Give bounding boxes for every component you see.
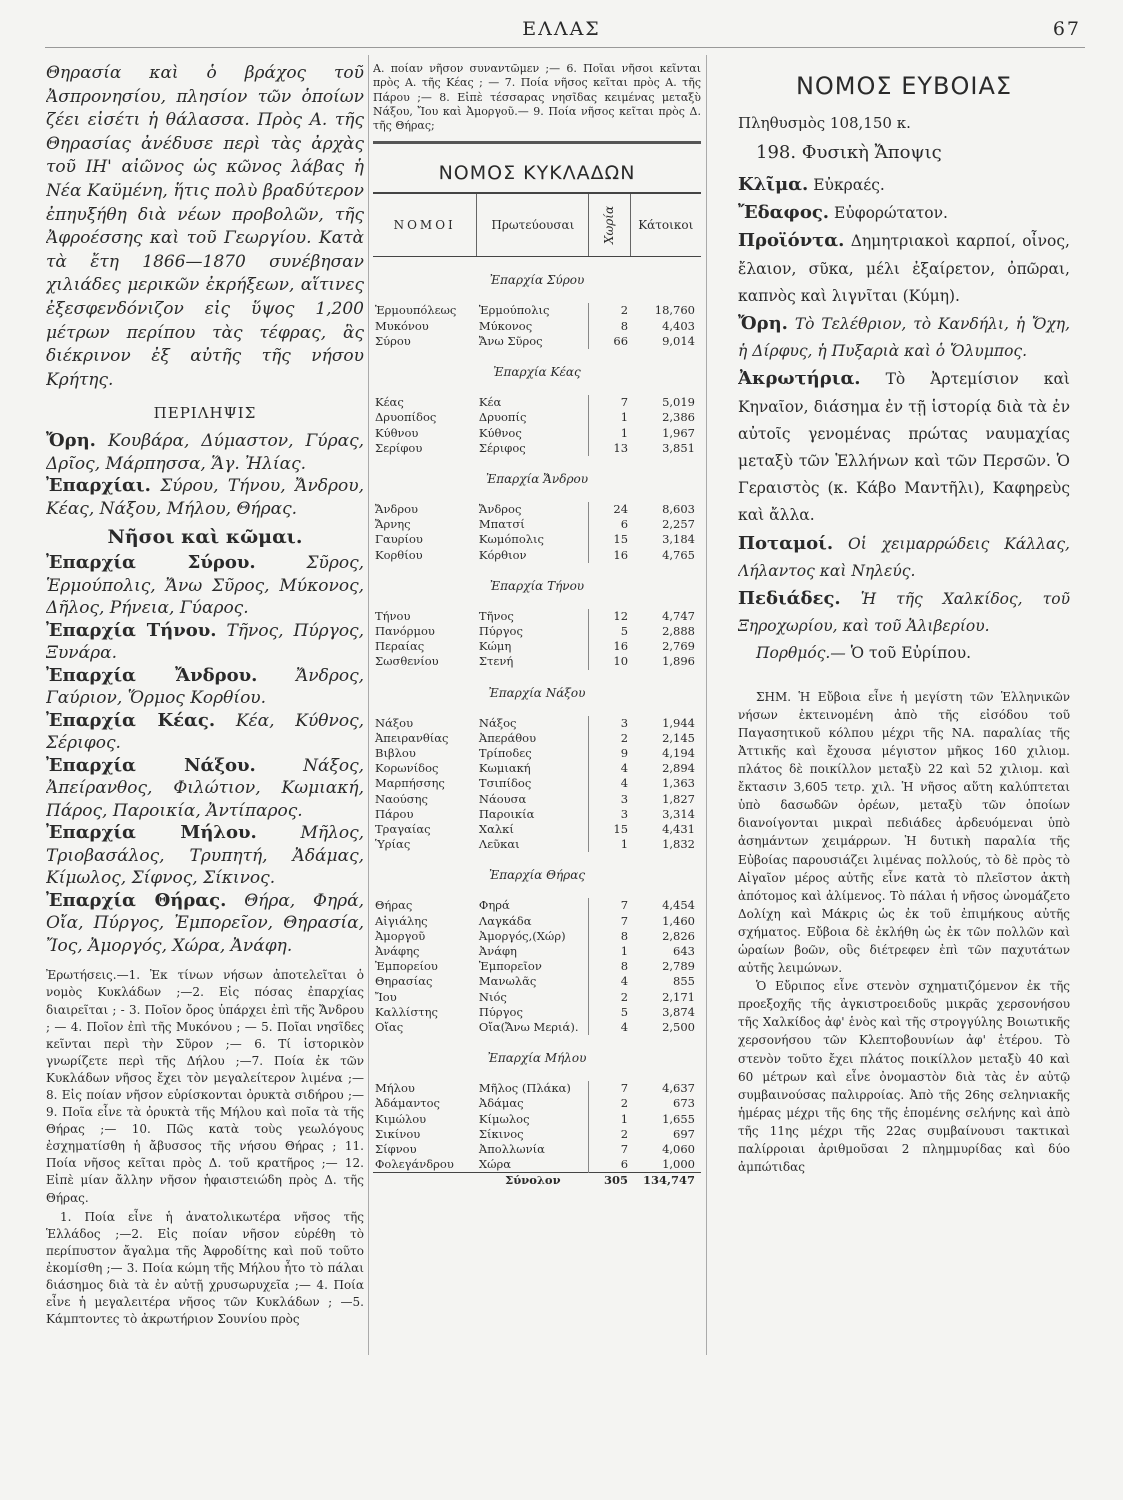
entry-term: Ποταμοί. (738, 532, 834, 554)
cell-capital: Κέα (477, 395, 589, 410)
table-row (373, 502, 701, 517)
entry-body: Εὐκραές. (813, 176, 885, 194)
column-divider (368, 55, 369, 1355)
cell-demos: Αἰγιάλης (375, 913, 428, 928)
table-row (373, 1020, 701, 1035)
cell-villages: 16 (613, 639, 629, 654)
cell-demos: Κέας (375, 395, 404, 410)
section-physical: 198. Φυσικὴ Ἄποψις (756, 142, 942, 163)
entry-term: Ἔδαφος. (738, 202, 830, 224)
cell-population: 3,314 (662, 806, 695, 821)
cell-capital: Λεῦκαι (477, 837, 589, 852)
table-row (373, 303, 701, 318)
cell-demos: Βιβλου (375, 745, 416, 760)
cell-demos: Κιμώλου (375, 1111, 427, 1126)
entry-term: Προϊόντα. (738, 230, 845, 252)
entry-provinces (46, 475, 364, 520)
cell-population: 1,827 (662, 791, 695, 806)
cell-demos: Σωσθενίου (375, 654, 439, 669)
province-row (373, 349, 701, 395)
total-population: 134,747 (630, 1173, 701, 1189)
cell-villages: 1 (620, 837, 629, 852)
table-row (373, 654, 701, 669)
table-row (373, 944, 701, 959)
cell-demos: Θήρας (375, 898, 413, 913)
questions-top: Α. ποίαν νῆσον συναντῶμεν ;— 6. Ποῖαι νῆσοι κεῖνται πρὸς Α. τῆς Κέας ; — 7. Ποία νῆσος κεῖται πρὸς Α. τῆς Πάρου ;— 8. Εἰπὲ τέσσαρας νησῖδας κειμένας μεταξὺ Νάξου, Ἴου καὶ Ἀμοργοῦ.— 9. Ποία νῆσος κεῖται πρὸς Δ. τῆς Θήρας; (373, 62, 701, 133)
table-row (373, 990, 701, 1005)
table-row (373, 1157, 701, 1173)
cell-capital: Χαλκί (477, 822, 589, 837)
cell-demos: Σύρου (375, 333, 411, 348)
cell-capital: Ἀπολλωνία (477, 1142, 589, 1157)
cell-capital: Ἀμοργός,(Χώρ) (477, 929, 589, 944)
table-row (373, 792, 701, 807)
province-row (373, 563, 701, 609)
cell-capital: Κώμη (477, 639, 589, 654)
cell-demos: Πανόρμου (375, 623, 435, 638)
province-name: Ἐπαρχία Νάξου (488, 685, 586, 700)
entry-body: Ἄνδρος, Γαύριον, Ὅρμος Κορθίου. (46, 665, 364, 709)
cell-demos: Σικίνου (375, 1126, 421, 1141)
cell-demos: Οἴας (375, 1019, 404, 1034)
cell-population: 2,826 (662, 928, 695, 943)
cell-demos: Ἄρνης (375, 517, 411, 532)
cell-demos: Μυκόνου (375, 318, 429, 333)
entry-term: Κλῖμα. (738, 174, 809, 195)
islands-heading: Νῆσοι καὶ κῶμαι. (107, 526, 303, 549)
table-row (373, 898, 701, 913)
cell-villages: 4 (620, 761, 629, 776)
header-capitals: Πρωτεύουσαι (477, 193, 589, 257)
cell-demos: Ἀνάφης (375, 943, 420, 958)
cell-villages: 10 (613, 654, 629, 669)
cell-villages: 5 (620, 1004, 629, 1019)
cell-population: 1,000 (662, 1157, 695, 1172)
province-row (373, 257, 701, 304)
cell-capital: Ἄνδρος (477, 502, 589, 517)
cell-capital: Φηρά (477, 898, 589, 913)
header-population: Κάτοικοι (630, 193, 701, 257)
total-spacer (373, 1173, 477, 1189)
cell-villages: 12 (613, 608, 629, 623)
entry-term: Ἐπαρχία Ἄνδρου. (46, 664, 258, 686)
entry-climate (738, 171, 1070, 199)
cell-capital: Μπατσί (477, 517, 589, 532)
cell-capital: Μῆλος (Πλάκα) (477, 1081, 589, 1096)
province-row (373, 670, 701, 716)
cell-villages: 2 (620, 730, 629, 745)
cell-demos: Κορθίου (375, 547, 423, 562)
cell-capital: Ἑρμούπολις (477, 303, 589, 318)
cell-capital: Κύθνος (477, 426, 589, 441)
cell-villages: 1 (620, 1111, 629, 1126)
santorini-intro: Θηρασία καὶ ὁ βράχος τοῦ Ἀσπρονησίου, πλησίον τῶν ὁποίων ζέει εἰσέτι ἡ θάλασσα. Πρὸς Α. τῆς Θηρασίας ἀνέδυσε περὶ τὰς ἀρχὰς τοῦ ΙΗ' αἰῶνος ὡς κῶνος λάβας ἡ Νέα Καϋμένη, ἥτις πολὺ βραδύτερον ἐπηυξήθη διὰ νέων προβολῶν, τῆς Ἀφροέσσης καὶ τοῦ Γεωργίου. Κατὰ τὰ ἔτη 1866—1870 συνέβησαν χιλιάδες μερικῶν ἐκρήξεων, αἵτινες ἐξεσφενδόνιζον εἰς ὕψος 1,200 μέτρων περίπου τὰς τέφρας, ἃς διέκρινον ἐξ αὐτῆς τῆς νήσου Κρήτης. (46, 63, 364, 390)
cell-demos: Νάξου (375, 715, 414, 730)
cell-demos: Πάρου (375, 806, 414, 821)
table-row (373, 517, 701, 532)
cell-population: 1,363 (662, 776, 695, 791)
cell-capital: Σέριφος (477, 441, 589, 456)
entry-body: Εὐφορώτατον. (834, 204, 948, 223)
questions (46, 967, 364, 1206)
cell-population: 1,967 (662, 425, 695, 440)
total-label: Σύνολον (477, 1173, 589, 1189)
cell-demos: Ὑρίας (375, 837, 411, 852)
cell-villages: 9 (620, 745, 629, 760)
total-villages: 305 (589, 1173, 630, 1189)
cell-demos: Ἑρμουπόλεως (375, 303, 457, 318)
cell-population: 1,832 (662, 837, 695, 852)
cell-population: 855 (673, 974, 695, 989)
total-row (373, 1173, 701, 1189)
euboea-population: Πληθυσμὸς 108,150 κ. (738, 114, 911, 132)
cell-population: 2,894 (662, 761, 695, 776)
entry-body: Ὁ τοῦ Εὐρίπου. (850, 644, 972, 663)
cell-capital: Κωμόπολις (477, 532, 589, 547)
table-row (373, 426, 701, 441)
cell-population: 3,184 (662, 532, 695, 547)
table-row (373, 334, 701, 349)
province-row (373, 456, 701, 502)
entry-body: Νάξος, Ἀπείρανθος, Φιλώτιον, Κωμιακή, Πάρος, Παροικία, Ἀντίπαρος. (46, 755, 364, 821)
cyclades-table-title: ΝΟΜΟΣ ΚΥΚΛΑΔΩΝ (438, 162, 636, 185)
table-row (373, 639, 701, 654)
cell-capital: Ἀδάμας (477, 1096, 589, 1111)
cell-capital: Δρυοπίς (477, 410, 589, 425)
questions-continued: 1. Ποία εἶνε ἡ ἀνατολικωτέρα νῆσος τῆς Ἑλλάδος ;—2. Εἰς ποίαν νῆσον εὑρέθη τὸ περίπυστον ἄγαλμα τῆς Ἀφροδίτης καὶ ποῦ τοῦτο ἐκομίσθη ;— 3. Ποία κώμη τῆς Μήλου ἦτο τὸ πάλαι διάσημος διὰ τὰ ἐν αὐτῇ χρυσωρυχεῖα ;— 4. Ποία εἶνε ἡ μεγαλειτέρα νῆσος τῶν Κυκλάδων ; —5. Κάμπτοντες τὸ ἀκρωτήριον Σουνίου πρὸς (46, 1209, 364, 1327)
cell-capital: Ἀνάφη (477, 944, 589, 959)
entry-term: Πορθμός.— (756, 644, 846, 663)
entry-rivers (738, 530, 1070, 585)
entry-andros (46, 665, 364, 710)
province-row (373, 1035, 701, 1081)
cell-population: 2,171 (662, 989, 695, 1004)
cell-villages: 3 (620, 791, 629, 806)
cell-population: 673 (673, 1096, 695, 1111)
cell-population: 5,019 (662, 395, 695, 410)
table-row (373, 609, 701, 624)
cell-population: 1,896 (662, 654, 695, 669)
cell-capital: Χώρα (477, 1157, 589, 1173)
province-name: Ἐπαρχία Κέας (493, 365, 581, 380)
entry-body: Κουβάρα, Δύμαστον, Γύρας, Δρῖος, Μάρπησσα, Ἅγ. Ἠλίας. (46, 431, 364, 474)
table-row (373, 1112, 701, 1127)
entry-term: Ἐπαρχία Νάξου. (46, 754, 256, 776)
cell-capital: Παροικία (477, 807, 589, 822)
cell-population: 643 (673, 943, 695, 958)
entry-body: Θήρα, Φηρά, Οἴα, Πύργος, Ἐμπορεῖον, Θηρασία, Ἴος, Ἀμοργός, Χώρα, Ἀνάφη. (46, 890, 364, 956)
entry-products (738, 227, 1070, 310)
cell-capital: Σίκινος (477, 1127, 589, 1142)
entry-keas (46, 710, 364, 755)
cell-villages: 16 (613, 547, 629, 562)
cell-capital: Τσιπίδος (477, 776, 589, 791)
cell-villages: 3 (620, 715, 629, 730)
table-row (373, 410, 701, 425)
table-body (373, 257, 701, 1189)
entry-term: Πεδιάδες. (738, 588, 841, 610)
cell-population: 3,851 (662, 440, 695, 455)
cell-demos: Ναούσης (375, 791, 428, 806)
cell-population: 4,194 (662, 745, 695, 760)
cell-demos: Σίφνου (375, 1142, 417, 1156)
table-row (373, 807, 701, 822)
questions-lead: Ἐρωτήσεις. (46, 968, 117, 983)
cell-villages: 66 (613, 333, 629, 348)
cell-villages: 1 (620, 410, 629, 425)
province-name: Ἐπαρχία Μήλου (487, 1051, 587, 1066)
entry-body: Τὸ Ἀρτεμίσιον καὶ Κηναῖον, διάσημα ἐν τῇ ἱστορίᾳ διὰ τὰ ἐν αὐτοῖς γενομένας πρώτας ναυμαχίας μεταξὺ τῶν Ἑλλήνων καὶ τῶν Περσῶν. Ὁ Γεραιστὸς (κ. Κάβο Μαντῆλι), Καφηρεὺς καὶ ἄλλα. (738, 370, 1070, 525)
entry-term: Ὄρη. (46, 430, 96, 452)
cell-population: 2,386 (662, 410, 695, 425)
cell-villages: 4 (620, 974, 629, 989)
running-head (0, 18, 1123, 44)
table-row (373, 441, 701, 456)
section-rule (373, 141, 701, 144)
entry-term: Ἐπαρχία Σύρου. (46, 552, 256, 574)
cell-population: 4,431 (662, 821, 695, 836)
entry-capes (738, 365, 1070, 529)
entry-plains (738, 585, 1070, 640)
cell-population: 1,944 (662, 715, 695, 730)
cell-villages: 7 (620, 1081, 629, 1096)
cell-demos: Ἀδάμαντος (375, 1096, 440, 1111)
cell-capital: Πύργος (477, 1005, 589, 1020)
cell-villages: 13 (613, 440, 629, 455)
cell-capital: Τρίποδες (477, 746, 589, 761)
right-column (738, 62, 1070, 1176)
table-row (373, 395, 701, 410)
cell-capital: Ἀπεράθου (477, 731, 589, 746)
cell-villages: 2 (620, 303, 629, 318)
cell-capital: Κίμωλος (477, 1112, 589, 1127)
cell-population: 3,874 (662, 1004, 695, 1019)
cell-villages: 8 (620, 928, 629, 943)
cell-population: 4,765 (662, 547, 695, 562)
table-row (373, 716, 701, 731)
cell-population: 4,637 (662, 1081, 695, 1096)
cell-capital: Ἐμπορεῖον (477, 959, 589, 974)
cell-villages: 24 (613, 501, 629, 516)
cell-capital: Νιός (477, 990, 589, 1005)
cell-villages: 4 (620, 776, 629, 791)
cell-population: 2,769 (662, 639, 695, 654)
entry-body: Μῆλος, Τριοβασάλος, Τρυπητή, Ἀδάμας, Κίμωλος, Σίφνος, Σίκινος. (46, 823, 364, 889)
cell-villages: 6 (620, 1157, 629, 1172)
cell-demos: Σερίφου (375, 440, 423, 455)
entry-term: Ἐπαρχία Τήνου. (46, 619, 217, 641)
cell-demos: Γαυρίου (375, 532, 423, 547)
cell-population: 4,060 (662, 1142, 695, 1156)
cyclades-table (373, 192, 701, 1188)
table-row (373, 776, 701, 791)
cell-villages: 5 (620, 623, 629, 638)
table-row (373, 837, 701, 852)
questions-text: —1. Ἐκ τίνων νήσων ἀποτελεῖται ὁ νομὸς Κυκλάδων ;—2. Εἰς πόσας ἐπαρχίας διαιρεῖται ; - 3. Ποῖον ὄρος ὑπάρχει ἐπὶ τῆς Ἄνδρου ; — 4. Ποῖον ἐπὶ τῆς Μυκόνου ; — 5. Ποῖαι νησῖδες κεῖνται περὶ τὴν Σῦρον ;— 6. Τί ἱστορικὸν γνωρίζετε περὶ τῆς Δήλου ;—7. Ποία ἐκ τῶν Κυκλάδων νῆσος ἔχει τὸν μεγαλείτερον λιμένα ;—8. Εἰς ποίαν νῆσον εὑρίσκονται ὀρυκτὰ σιδήρου ;—9. Ποῖα εἶνε τὰ ὀρυκτὰ τῆς Μήλου καὶ ποῖα τὰ τῆς Θήρας ;— 10. Πῶς κατὰ τοὺς γεωλόγους ἐσχηματίσθη ἡ ἄβυσσος τῆς νήσου Θήρας ; 11. Ποία νῆσος κεῖται πρὸς Δ. τοῦ κρατῆρος ;— 12. Εἰπὲ μίαν ἄλλην νῆσον ἡφαιστειώδη πρὸς Δ. τῆς Θήρας. (46, 968, 364, 1205)
cell-villages: 1 (620, 943, 629, 958)
cell-population: 2,789 (662, 959, 695, 974)
entry-milos (46, 822, 364, 890)
cell-capital: Κωμιακή (477, 761, 589, 776)
cell-capital: Ἄνω Σῦρος (477, 334, 589, 349)
cell-demos: Ἴου (375, 989, 397, 1004)
cell-population: 1,655 (662, 1111, 695, 1126)
entry-body: Δημητριακοὶ καρποί, οἶνος, ἔλαιον, σῦκα, μέλι ἐξαίρετον, ὀπῶραι, καπνὸς καὶ λιγνῖται (Κύμη). (738, 232, 1070, 305)
header-rule (45, 47, 1085, 48)
table-row (373, 731, 701, 746)
euboea-title: ΝΟΜΟΣ ΕΥΒΟΙΑΣ (795, 72, 1013, 100)
cell-demos: Μήλου (375, 1081, 415, 1096)
cell-demos: Μαρπήσσης (375, 776, 445, 791)
cell-villages: 7 (620, 395, 629, 410)
cell-population: 2,888 (662, 623, 695, 638)
province-name: Ἐπαρχία Τήνου (489, 578, 585, 593)
entry-term: Ἐπαρχία Κέας. (46, 709, 216, 731)
cell-capital: Πύργος (477, 624, 589, 639)
table-row (373, 822, 701, 837)
cell-villages: 7 (620, 913, 629, 928)
cell-demos: Κορωνίδος (375, 761, 439, 776)
province-row (373, 852, 701, 898)
province-name: Ἐπαρχία Ἄνδρου (485, 471, 589, 486)
cell-demos: Ἀπειρανθίας (375, 730, 449, 745)
cell-population: 8,603 (662, 501, 695, 516)
cell-capital: Λαγκάδα (477, 914, 589, 929)
entry-term: Ἐπαρχία Θήρας. (46, 889, 227, 911)
entry-body: Σύρου, Τήνου, Ἄνδρου, Κέας, Νάξου, Μήλου, Θήρας. (46, 476, 364, 519)
summary-heading: ΠΕΡΙΛΗΨΙΣ (153, 404, 257, 423)
cell-villages: 2 (620, 1096, 629, 1111)
cell-population: 4,403 (662, 318, 695, 333)
entry-term: Ἐπαρχία Μήλου. (46, 822, 257, 844)
table-row (373, 624, 701, 639)
table-row (373, 974, 701, 989)
table-row (373, 532, 701, 547)
cell-demos: Περαίας (375, 639, 425, 654)
header-demoi: ΝΟΜΟΙ (373, 193, 477, 257)
table-row (373, 1005, 701, 1020)
cell-demos: Ἀμοργοῦ (375, 928, 426, 943)
middle-column (373, 62, 701, 1189)
entry-term: Ὄρη. (738, 313, 788, 335)
note-paragraph: Ὁ Εὔριπος εἶνε στενὸν σχηματιζόμενον ἐκ τῆς προεξοχῆς τῆς ἀγκιστροειδοῦς μικρᾶς χερσονήσου τῆς Χαλκίδος ἀφ' ἑνὸς καὶ τῆς στρογγύλης Βοιωτικῆς χερσονήσου τῶν Κλεπτοβουνίων ἀφ' ἑτέρου. Τὸ στενὸν τοῦτο ἔχει πλάτος ποικίλλον μεταξὺ 40 καὶ 60 μέτρων καὶ εἶνε ὀνομαστὸν διὰ τὰς ἐν αὐτῷ συμβαινούσας παλιρροίας. Ἀπὸ τῆς 26ης σεληνιακῆς ἡμέρας μέχρι τῆς 6ης τῆς ἑπομένης σελήνης καὶ ἀπὸ τῆς 11ης μέχρι τῆς 22ας συμβαίνουσι τακτικαὶ παλίρροιαι ἀριθμοῦσαι 2 πλημμυρίδας καὶ δύο ἀμπώτιδας (738, 979, 1070, 1175)
cell-villages: 1 (620, 425, 629, 440)
table-row (373, 761, 701, 776)
cell-villages: 2 (620, 989, 629, 1004)
province-name: Ἐπαρχία Θήρας (488, 868, 586, 883)
cell-demos: Τραγαίας (375, 821, 431, 836)
cell-demos: Κύθνου (375, 425, 419, 440)
cell-villages: 8 (620, 959, 629, 974)
cell-capital: Κόρθιον (477, 548, 589, 563)
header-villages-label: Χωρία (602, 206, 617, 245)
cell-demos: Δρυοπίδος (375, 410, 437, 425)
cell-population: 4,454 (662, 898, 695, 913)
table-row (373, 746, 701, 761)
cell-villages: 4 (620, 1019, 629, 1034)
entry-body: Τῆνος, Πύργος, Ξυνάρα. (46, 620, 364, 664)
cell-capital: Μανωλᾶς (477, 974, 589, 989)
table-row (373, 959, 701, 974)
cell-population: 2,500 (662, 1019, 695, 1034)
cell-capital: Στενή (477, 654, 589, 669)
cell-villages: 8 (620, 318, 629, 333)
entry-soil (738, 199, 1070, 227)
entry-mountains (46, 430, 364, 475)
cell-population: 1,460 (662, 913, 695, 928)
entry-body: Σῦρος, Ἑρμούπολις, Ἄνω Σῦρος, Μύκονος, Δῆλος, Ρήνεια, Γύαρος. (46, 553, 364, 619)
cell-population: 697 (673, 1126, 695, 1141)
cell-capital: Νάουσα (477, 792, 589, 807)
cell-population: 2,257 (662, 517, 695, 532)
cell-demos: Θηρασίας (375, 974, 433, 989)
cell-population: 9,014 (662, 333, 695, 348)
table-row (373, 1127, 701, 1142)
cell-villages: 7 (620, 898, 629, 913)
column-divider (706, 55, 707, 1355)
page-number: 67 (1052, 18, 1081, 40)
cell-villages: 15 (613, 532, 629, 547)
table-row (373, 1081, 701, 1096)
note-paragraph: ΣΗΜ. Ἡ Εὔβοια εἶνε ἡ μεγίστη τῶν Ἑλληνικῶν νήσων ἐκτεινομένη ἀπὸ τῆς εἰσόδου τοῦ Παγασητικοῦ κόλπου μέχρι τῆς ΝΑ. παραλίας τῆς Ἀττικῆς καὶ ἔχουσα μέγιστον μῆκος 160 χιλιομ. πλάτος δὲ ποικίλλον μεταξὺ 22 καὶ 52 χιλιομ. καὶ ἔκτασιν 3,605 τετρ. χιλ. Ἡ νῆσος αὕτη καλύπτεται ὑπὸ δασωδῶν ὀρέων, μεταξὺ τῶν ὁποίων διανοίγονται μικραὶ πεδιάδες ἀρδευόμεναι ὑπὸ ἀσημάντων χειμάρρων. Ἡ δυτικὴ παραλία τῆς Εὐβοίας παρουσιάζει λιμένας πολλούς, τὸ δὲ πρὸς τὸ Αἰγαῖον μέρος αὐτῆς εἶνε κατὰ τὸ πλεῖστον ἀκτὴ ἀπότομος καὶ ἀλίμενος. Τὸ πάλαι ἡ νῆσος ὠνομάζετο Δολίχη καὶ Μάκρις ὡς ἐκ τοῦ ἐπιμήκους αὐτῆς σχήματος. Εὔβοια δὲ ἐκλήθη ὡς ἐκ τῶν πολλῶν καὶ ὡραίων βοῶν, οὓς διέτρεφεν ἐπὶ τῶν παχυτάτων αὐτῆς λειμώνων. (738, 689, 1070, 976)
entry-body: Ἡ τῆς Χαλκίδος, τοῦ Ξηροχωρίου, καὶ τοῦ Ἀλιβερίου. (738, 590, 1070, 636)
entry-body: Κέα, Κύθνος, Σέριφος. (46, 710, 364, 754)
entry-mountains (738, 310, 1070, 365)
entry-thiras (46, 890, 364, 958)
cell-villages: 2 (620, 1126, 629, 1141)
cell-villages: 7 (620, 1142, 629, 1156)
entry-body: Οἱ χειμαρρώδεις Κάλλας, Λήλαντος καὶ Νηλεύς. (738, 534, 1070, 580)
cell-demos: Τήνου (375, 608, 411, 623)
cell-capital: Νάξος (477, 716, 589, 731)
cell-capital: Οἴα(Ἄνω Μεριά). (477, 1020, 589, 1035)
entry-term: Ἐπαρχίαι. (46, 475, 151, 497)
page-title: ΕΛΛΑΣ (522, 18, 601, 40)
cell-villages: 3 (620, 806, 629, 821)
cell-demos: Ἐμπορείου (375, 959, 438, 974)
entry-term: Ἀκρωτήρια. (738, 368, 861, 390)
table-row (373, 548, 701, 563)
cell-demos: Φολεγάνδρου (375, 1157, 454, 1172)
table-row (373, 1142, 701, 1157)
entry-strait (738, 640, 1070, 667)
entry-tinos (46, 620, 364, 665)
header-villages (589, 193, 630, 257)
cell-capital: Μύκονος (477, 319, 589, 334)
cell-demos: Ἄνδρου (375, 501, 419, 516)
entry-naxos (46, 755, 364, 823)
cell-population: 18,760 (654, 303, 695, 318)
cell-villages: 15 (613, 821, 629, 836)
table-row (373, 319, 701, 334)
cell-population: 4,747 (662, 608, 695, 623)
euboea-note (738, 688, 1070, 1177)
cell-population: 2,145 (662, 730, 695, 745)
table-row (373, 1096, 701, 1111)
entry-body: Τὸ Τελέθριον, τὸ Κανδήλι, ἡ Ὄχη, ἡ Δίρφυς, ἡ Πυξαριὰ καὶ ὁ Ὄλυμπος. (738, 315, 1070, 361)
entry-syros (46, 552, 364, 620)
left-column (46, 62, 364, 1328)
cell-demos: Καλλίστης (375, 1004, 438, 1019)
table-row (373, 929, 701, 944)
table-row (373, 914, 701, 929)
province-name: Ἐπαρχία Σύρου (489, 273, 585, 288)
cell-capital: Τῆνος (477, 609, 589, 624)
cell-villages: 6 (620, 517, 629, 532)
